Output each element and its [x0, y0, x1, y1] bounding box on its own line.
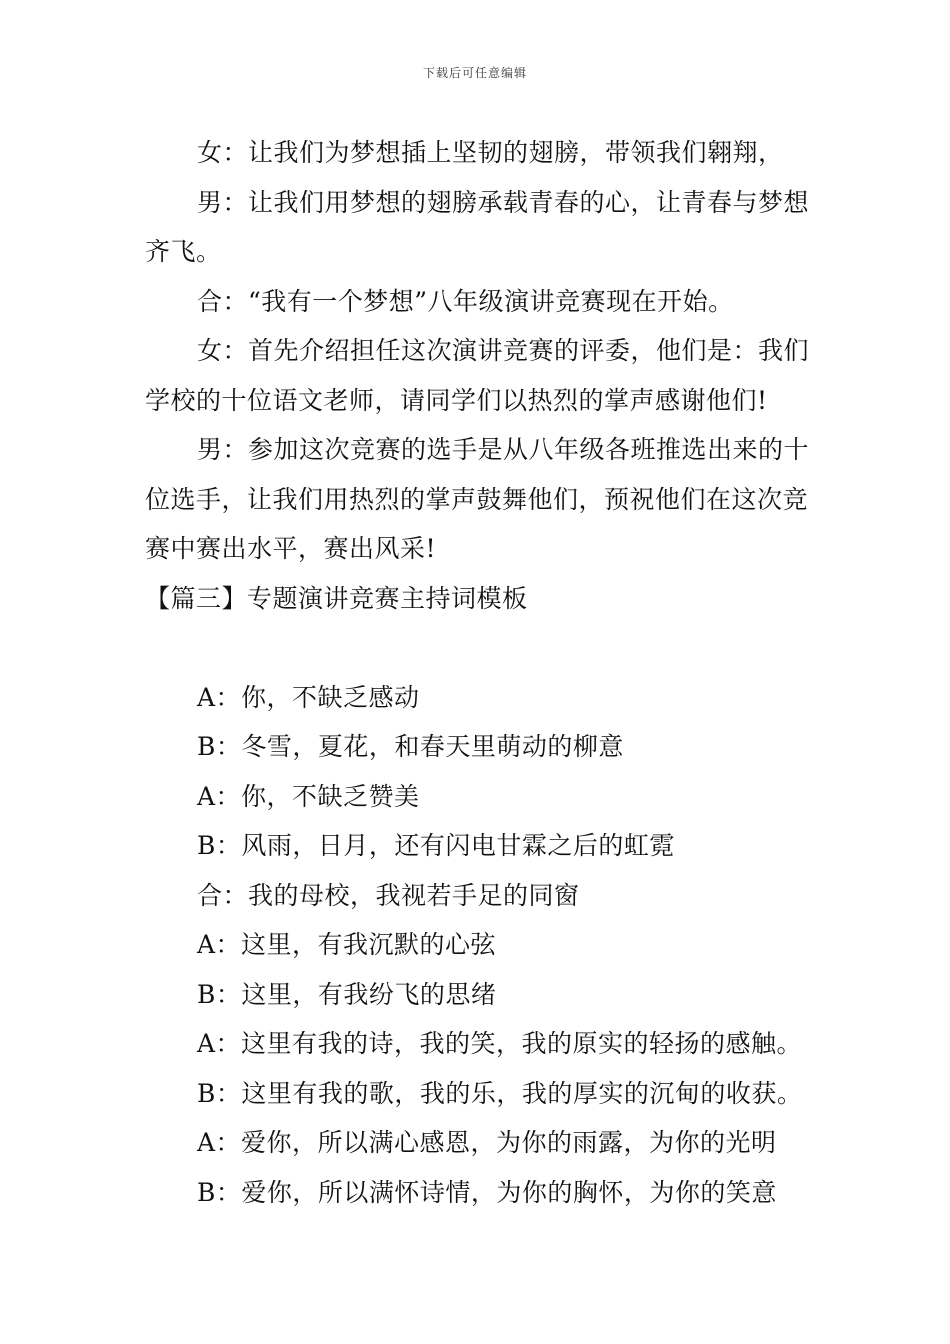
dialog-line: B：爱你，所以满怀诗情，为你的胸怀，为你的笑意	[197, 1177, 777, 1207]
dialog-line: B：这里，有我纷飞的思绪	[197, 979, 497, 1009]
dialog-line: A：爱你，所以满心感恩，为你的雨露，为你的光明	[197, 1128, 777, 1157]
dialog-line: A：这里，有我沉默的心弦	[197, 930, 497, 959]
document-body	[145, 128, 810, 1217]
section-heading: 【篇三】专题演讲竞赛主持词模板	[145, 583, 528, 613]
dialog-line: 合：我的母校，我视若手足的同窗	[197, 880, 580, 910]
paragraph: 合：“我有一个梦想”八年级演讲竞赛现在开始。	[197, 286, 734, 316]
paragraph: 男：让我们用梦想的翅膀承载青春的心，让青春与梦想齐飞。	[145, 187, 810, 266]
dialog-line: B：风雨，日月，还有闪电甘霖之后的虹霓	[197, 831, 675, 860]
blank-line	[145, 623, 810, 673]
dialog-line: B：冬雪，夏花，和春天里萌动的柳意	[197, 732, 624, 761]
dialog-line: A：你，不缺乏赞美	[197, 781, 420, 811]
dialog-line: A：你，不缺乏感动	[197, 682, 420, 712]
paragraph: 女：首先介绍担任这次演讲竞赛的评委，他们是：我们学校的十位语文老师，请同学们以热烈的掌声感谢他们!	[145, 336, 810, 415]
dialog-line: B：这里有我的歌，我的乐，我的厚实的沉甸的收获。	[197, 1078, 803, 1108]
paragraph: 女：让我们为梦想插上坚韧的翅膀，带领我们翱翔，	[197, 138, 784, 167]
dialog-line: A：这里有我的诗，我的笑，我的原实的轻扬的感触。	[197, 1029, 803, 1058]
paragraph: 男：参加这次竞赛的选手是从八年级各班推选出来的十位选手，让我们用热烈的掌声鼓舞他们，预祝他们在这次竞赛中赛出水平，赛出风采!	[145, 435, 810, 563]
page-header: 下载后可任意编辑	[422, 66, 527, 80]
